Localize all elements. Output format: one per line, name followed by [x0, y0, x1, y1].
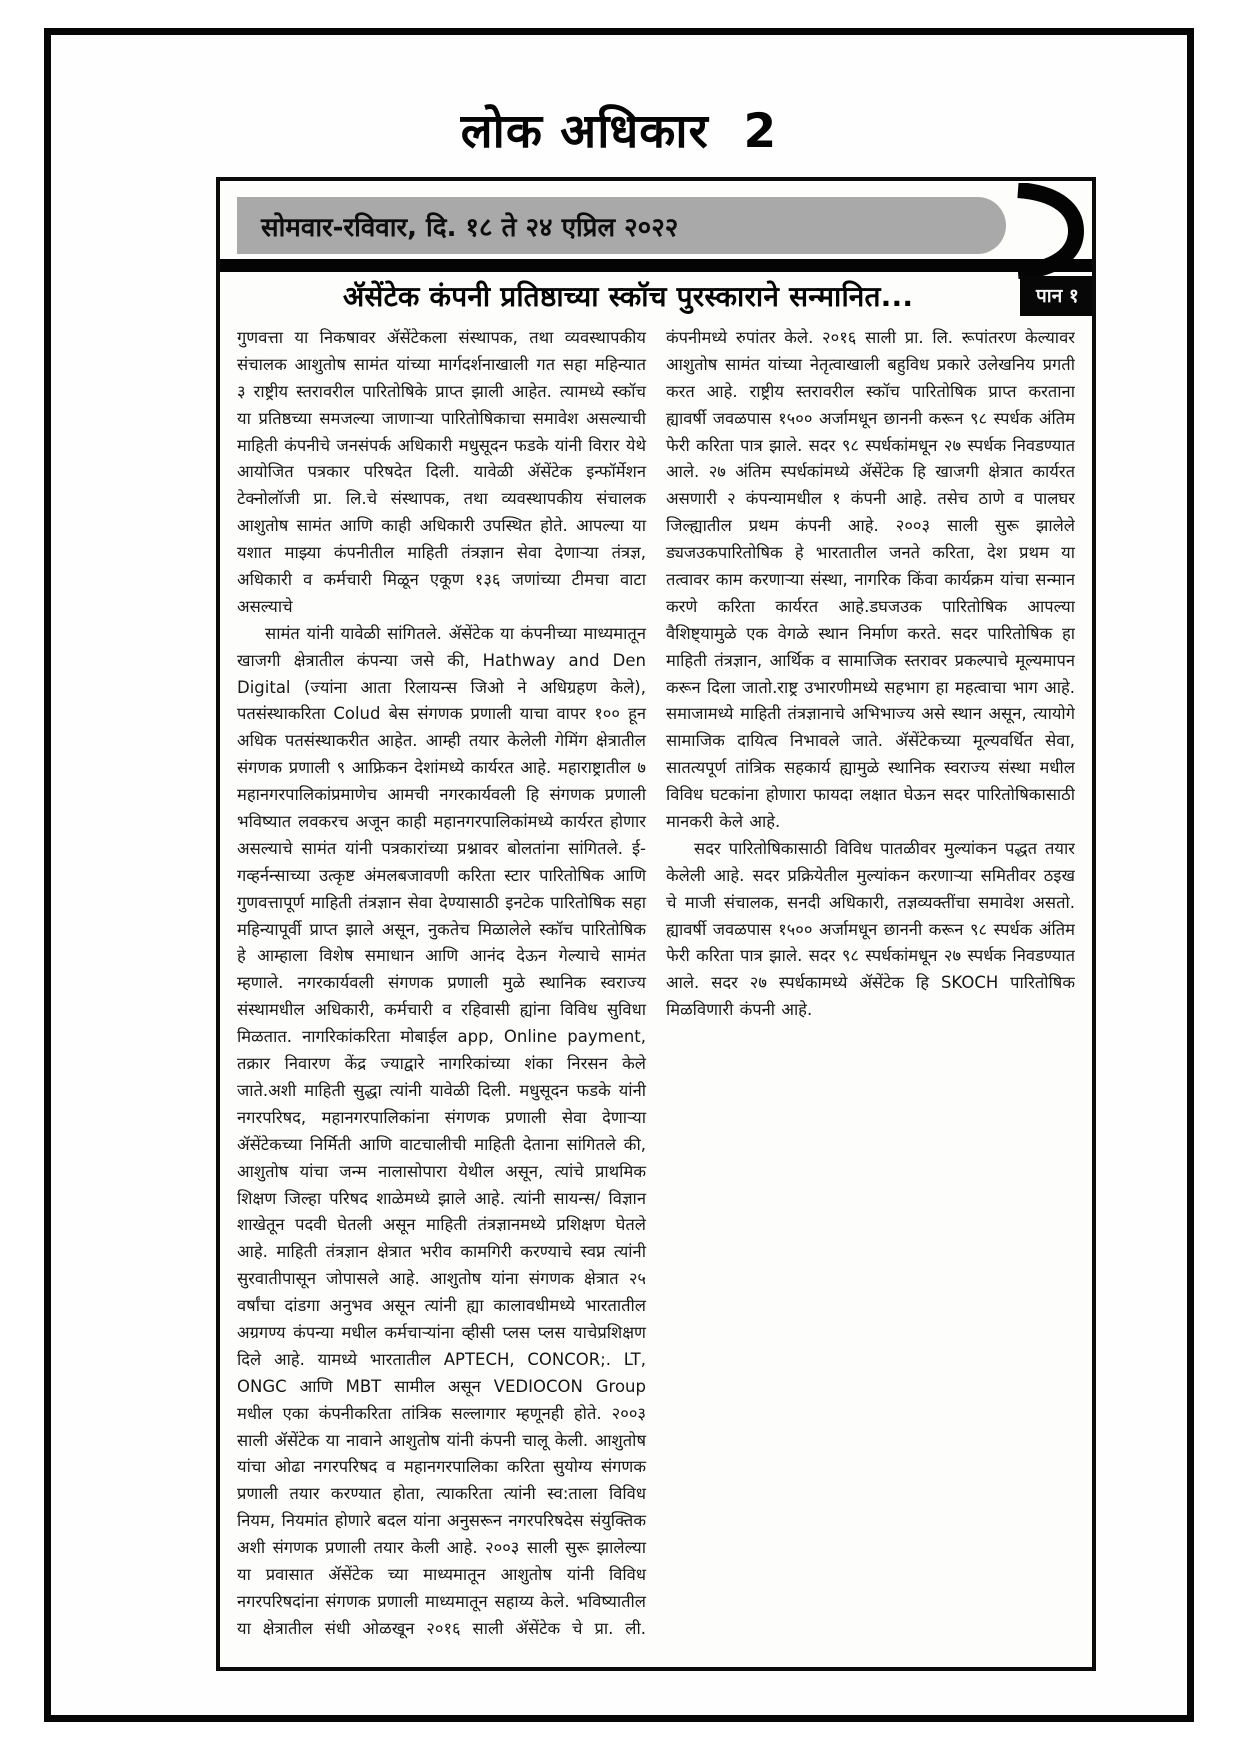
article-body — [237, 325, 1075, 1651]
date-text: सोमवार-रविवार, दि. १८ ते २४ एप्रिल २०२२ — [261, 212, 679, 243]
page-number-badge: पान १ — [1020, 276, 1092, 316]
article-paragraph: सदर पारितोषिकासाठी विविध पातळीवर मुल्यांकन पद्धत तयार केलेली आहे. सदर प्रक्रियेतील मुल्यांकन करणाऱ्या समितीवर ठइख चे माजी संचालक, सनदी अधिकारी, तज्ञव्यक्तींचा समावेश असतो. ह्यावर्षी जवळपास १५०० अर्जामधून छाननी करून ९८ स्पर्धक अंतिम फेरी करिता पात्र झाले. सदर ९८ स्पर्धकांमधून २७ स्पर्धक निवडण्यात आले. सदर २७ स्पर्धकामध्ये ॲसेंटेक हि SKOCH पारितोषिक मिळविणारी कंपनी आहे. — [666, 838, 1075, 1020]
date-bar — [237, 197, 1006, 254]
page-frame — [44, 28, 1194, 1722]
page-title: लोक अधिकार 2 — [460, 104, 778, 159]
article-paragraph: गुणवत्ता या निकषावर ॲसेंटेकला संस्थापक, तथा व्यवस्थापकीय संचालक आशुतोष सामंत यांच्या मार्गदर्शनाखाली गत सहा महिन्यात ३ राष्ट्रीय स्तरावरील पारितोषिके प्राप्त झाली आहेत. त्यामध्ये स्कॉच या प्रतिष्ठच्या समजल्या जाणाऱ्या पारितोषिकाचा समावेश असल्याची माहिती कंपनीचे जनसंपर्क अधिकारी मधुसूदन फडके यांनी विरार येथे आयोजित पत्रकार परिषदेत दिली. यावेळी ॲसेंटेक इन्फॉर्मेशन टेक्नोलॉजी प्रा. लि.चे संस्थापक, तथा व्यवस्थापकीय संचालक आशुतोष सामंत आणि काही अधिकारी उपस्थित होते. आपल्या या यशात माझ्या कंपनीतील माहिती तंत्रज्ञान सेवा देणाऱ्या तंत्रज्ञ, अधिकारी व कर्मचारी मिळून एकूण १३६ जणांच्या टीमचा वाटा असल्याचे — [237, 328, 646, 616]
header-divider-band — [220, 259, 1092, 272]
article-headline: ॲसेंटेक कंपनी प्रतिष्ठाच्या स्कॉच पुरस्काराने सन्मानित... — [342, 280, 914, 313]
newspaper-clipping — [216, 177, 1096, 1671]
article-paragraph: सामंत यांनी यावेळी सांगितले. ॲसेंटेक या कंपनीच्या माध्यमातून खाजगी क्षेत्रातील कंपन्या जसे की, Hathway and Den Digital (ज्यांना आता रिलायन्स जिओ ने अधिग्रहण केले), पतसंस्थाकरिता Colud बेस संगणक प्रणाली याचा वापर १०० हून अधिक पतसंस्थाकरीत आहेत. आम्ही तयार केलेली गेमिंग क्षेत्रातील संगणक प्रणाली ९ आफ्रिकन देशांमध्ये कार्यरत आहे. महाराष्ट्रातील ७ महानगरपालिकांप्रमाणेच आमची नगरकार्यवली हि संगणक प्रणाली भविष्यात लवकरच अजून काही महानगरपालिकांमध्ये कार्यरत होणार असल्याचे सामंत यांनी पत्रकारांच्या प्रश्नावर बोलतांना सांगितले. ई-गव्हर्नन्साच्या उत्कृष्ट अंमलबजावणी करिता स्टार पारितोषिक आणि गुणवत्तापूर्ण माहिती तंत्रज्ञान सेवा देण्यासाठी इनटेक पारितोषिक सहा महिन्यापूर्वी प्राप्त झाले असून, नुकतेच मिळालेले स्कॉच पारितोषिक हे आम्हाला विशेष समाधान आणि आनंद देऊन गेल्याचे सामंत म्हणाले. नगरकार्यवली संगणक प्रणाली मुळे स्थानिक स्वराज्य संस्थामधील अधिकारी, कर्मचारी व रहिवासी ह्यांना विविध सुविधा मिळतात. नागरिकांकरिता मोबाईल app, Online payment, तक्रार निवारण केंद्र ज्याद्वारे नागरिकांच्या शंका निरसन केले जाते.अशी माहिती सुद्धा त्यांनी यावेळी दिली. मधुसूदन फडके यांनी नगरपरिषद, महानगरपालिकांना संगणक प्रणाली सेवा देणाऱ्या ॲसेंटेकच्या निर्मिती आणि वाटचालीची माहिती देताना सांगितले की, आशुतोष यांचा जन्म नालासोपारा येथील असून, त्यांचे प्राथमिक शिक्षण जिल्हा परिषद शाळेमध्ये झाले आहे. त्यांनी सायन्स/ विज्ञान शाखेतून पदवी घेतली असून माहिती तंत्रज्ञानमध्ये प्रशिक्षण घेतले आहे. माहिती तंत्रज्ञान क्षेत्रात भरीव कामगिरी करण्याचे स्वप्न त्यांनी सुरवातीपासून जोपासले आहे. आशुतोष यांना संगणक क्षेत्रात २५ वर्षांचा दांडगा अनुभव असून त्यांनी ह्या कालावधीमध्ये भारतातील अग्रगण्य कंपन्या मधील कर्मचाऱ्यांना व्हीसी प्लस प्लस याचेप्रशिक्षण दिले आहे. यामध्ये भारतातील APTECH, CONCOR;. LT, ONGC आणि MBT सामील असून VEDIOCON Group मधील एका कंपनीकरिता तांत्रिक सल्लागार म्हणूनही होते. २००३ साली ॲसेंटेक या नावाने आशुतोष यांनी कंपनी चालू केली. आशुतोष यांचा ओढा नगरपरिषद व महानगरपालिका करिता सुयोग्य संगणक प्रणाली तयार करण्यात होता, त्याकरिता त्यांनी स्व:ताला विविध नियम, नियमांत होणारे बदल यांना अनुसरून नगरपरिषदेस संयुक्तिक अशी संगणक प्रणाली तयार केली आहे. २००३ साली सुरू झालेल्या या प्रवासात ॲसेंटेक च्या माध्यमातून आशुतोष यांनी विविध नगरपरिषदांना संगणक प्रणाली माध्यमातून सहाय्य केले. भविष्यातील या क्षेत्रातील संधी ओळखून २०१६ साली ॲसेंटेक चे प्रा. ली. कंपनीमध्ये रुपांतर केले. २०१६ साली प्रा. लि. रूपांतरण केल्यावर आशुतोष सामंत यांच्या नेतृत्वाखाली बहुविध प्रकारे उलेखनिय प्रगती करत आहे. राष्ट्रीय स्तरावरील स्कॉच पारितोषिक प्राप्त करताना ह्यावर्षी जवळपास १५०० अर्जामधून छाननी करून ९८ स्पर्धक अंतिम फेरी करिता पात्र झाले. सदर ९८ स्पर्धकांमधून २७ स्पर्धक निवडण्यात आले. २७ अंतिम स्पर्धकांमध्ये ॲसेंटेक हि खाजगी क्षेत्रात कार्यरत असणारी २ कंपन्यामधील १ कंपनी आहे. तसेच ठाणे व पालघर जिल्ह्यातील प्रथम कंपनी आहे. २००३ साली सुरू झालेले ड्यजउकपारितोषिक हे भारतातील जनते करिता, देश प्रथम या तत्वावर काम करणाऱ्या संस्था, नागरिक किंवा कार्यक्रम यांचा सन्मान करणे करिता कार्यरत आहे.डघजउक पारितोषिक आपल्या वैशिष्ट्यामुळे एक वेगळे स्थान निर्माण करते. सदर पारितोषिक हा माहिती तंत्रज्ञान, आर्थिक व सामाजिक स्तरावर प्रकल्पाचे मूल्यमापन करून दिला जातो.राष्ट्र उभारणीमध्ये सहभाग हा महत्वाचा भाग आहे. समाजामध्ये माहिती तंत्रज्ञानाचे अभिभाज्य असे स्थान असून, त्यायोगे सामाजिक दायित्व निभावले जाते. ॲसेंटेकच्या मूल्यवर्धित सेवा, सातत्यपूर्ण तांत्रिक सहकार्य ह्यामुळे स्थानिक स्वराज्य संस्था मधील विविध घटकांना होणारा फायदा लक्षात घेऊन सदर पारितोषिकासाठी मानकरी केले आहे. — [237, 328, 1075, 1638]
